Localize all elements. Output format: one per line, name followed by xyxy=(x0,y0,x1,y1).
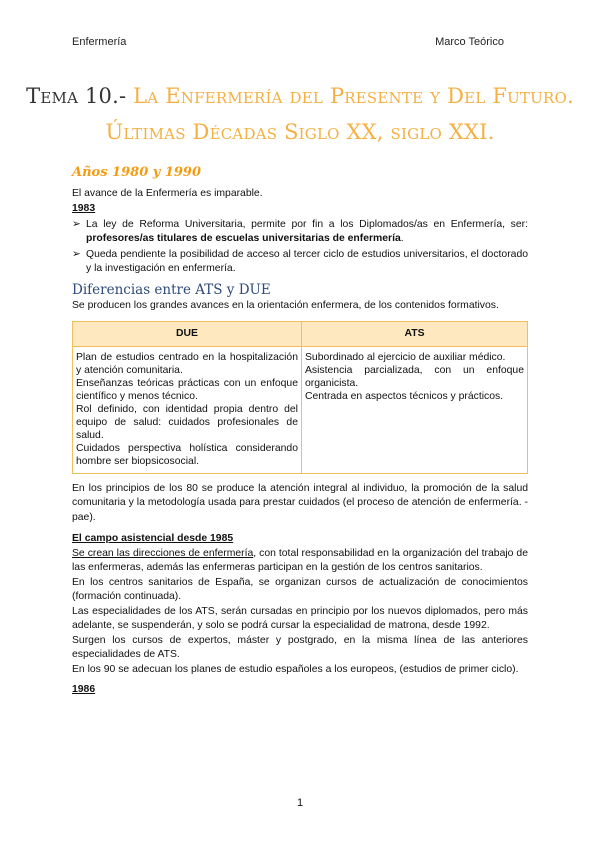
title-line-1-rest: La Enfermería del Presente y Del Futuro. xyxy=(133,84,574,108)
bullet-1-bold: profesores/as titulares de escuelas universitarias de enfermería xyxy=(86,233,401,244)
ats-item: Centrada en aspectos técnicos y prácticos. xyxy=(305,390,504,402)
paragraph-direcciones: Se crean las direcciones de enfermería, con total responsabilidad en la organización del trabajo de las enfermeras, además las enfermeras participan en la gestión de los centros sanitarios. xyxy=(72,547,528,573)
comparison-table xyxy=(72,321,528,474)
table-header-due: DUE xyxy=(73,321,302,346)
subheading-ats-due: Diferencias entre ATS y DUE xyxy=(72,281,271,298)
bullet-item-2 xyxy=(72,248,528,277)
due-item: Plan de estudios centrado en la hospitalización y atención comunitaria. xyxy=(76,351,298,376)
page-number: 1 xyxy=(296,797,304,809)
header-left: Enfermería xyxy=(72,36,127,48)
year-heading-1983: 1983 xyxy=(72,203,96,214)
paragraph-especialidades: Las especialidades de los ATS, serán cursadas en principio por los nuevos diplomados, pero más adelante, se suspenderán, y solo se podrá cursar la especialidad de matrona, desde 1992. xyxy=(72,605,528,631)
page-title xyxy=(0,78,600,150)
due-item: Cuidados perspectiva holística considerando hombre ser biopsicosocial. xyxy=(76,442,298,467)
arrow-bullet-icon: ➢ xyxy=(72,248,81,260)
paragraph-planes: En los 90 se adecuan los planes de estudio españoles a los europeos, (estudios de primer ciclo). xyxy=(72,663,519,675)
section-heading-campo-asistencial: El campo asistencial desde 1985 xyxy=(72,533,234,544)
ats-item: Asistencia parcializada, con un enfoque organicista. xyxy=(305,364,524,389)
header-right: Marco Teórico xyxy=(435,36,504,48)
underlined-phrase: Se crean las direcciones de enfermería xyxy=(72,547,254,559)
due-cell xyxy=(73,346,302,473)
section-heading-1980-1990: Años 1980 y 1990 xyxy=(72,165,202,180)
ats-cell xyxy=(302,346,528,473)
due-item: Rol definido, con identidad propia dentro del equipo de salud: cuidados profesionales de salud. xyxy=(76,403,298,441)
ats-due-intro: Se producen los grandes avances en la orientación enfermera, de los contenidos formativos. xyxy=(72,300,499,311)
arrow-bullet-icon: ➢ xyxy=(72,218,81,230)
year-heading-1986: 1986 xyxy=(72,684,96,695)
title-line-1 xyxy=(0,78,600,114)
paragraph-cursos: Surgen los cursos de expertos, máster y postgrado, en la misma línea de las anteriores especialidades de ATS. xyxy=(72,634,528,660)
document-body xyxy=(72,166,528,698)
after-table-paragraph: En los principios de los 80 se produce la atención integral al individuo, la promoción de la salud comunitaria y la metodología usada para prestar cuidados (el proceso de atención de enfermería. -pae). xyxy=(72,482,528,523)
title-prefix: Tema 10.- xyxy=(26,84,134,108)
due-item: Enseñanzas teóricas prácticas con un enfoque científico y menos técnico. xyxy=(76,377,298,402)
ats-item: Subordinado al ejercicio de auxiliar médico. xyxy=(305,351,506,363)
intro-paragraph: El avance de la Enfermería es imparable. xyxy=(72,187,263,199)
bullet-item-1: ➢ La ley de Reforma Universitaria, permite por fin a los Diplomados/as en Enfermería, ser: profesores/as titulares de escuelas universitarias de enfermería. xyxy=(72,218,528,247)
paragraph-formacion: En los centros sanitarios de España, se organizan cursos de actualización de conocimientos (formación continuada). xyxy=(72,576,528,602)
bullet-2-text: Queda pendiente la posibilidad de acceso al tercer ciclo de estudios universitarios, el doctorado y la investigación en enfermería. xyxy=(86,248,528,274)
bullet-1-text: La ley de Reforma Universitaria, permite por fin a los Diplomados/as en Enfermería, ser: xyxy=(86,218,528,230)
table-header-ats: ATS xyxy=(302,321,528,346)
table-row xyxy=(73,346,528,473)
title-line-2: Últimas Décadas Siglo XX, siglo XXI. xyxy=(105,120,495,144)
